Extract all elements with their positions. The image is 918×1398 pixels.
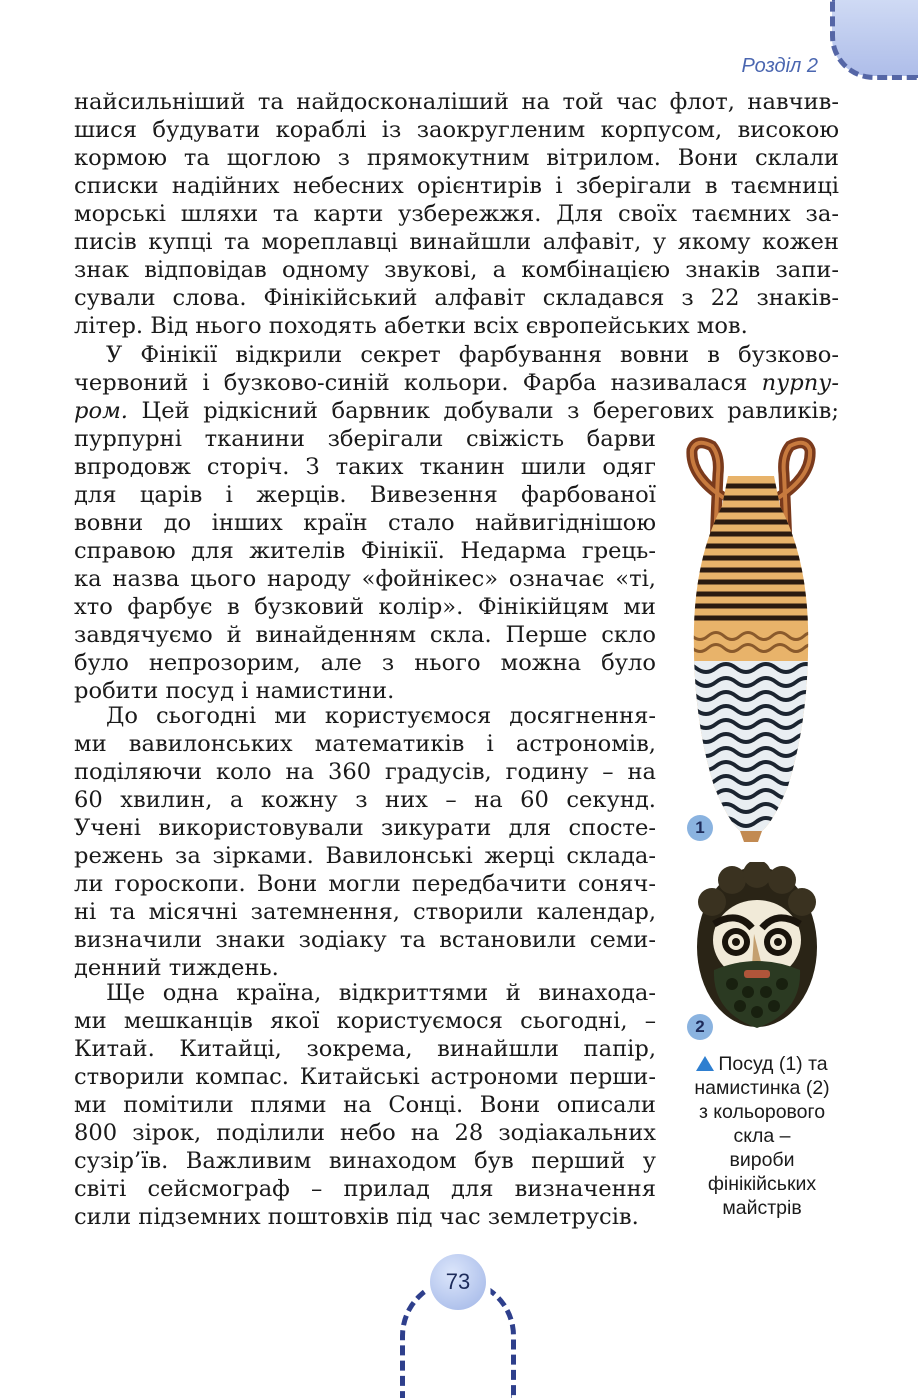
caption-line: скла – — [733, 1125, 791, 1147]
text-line: справою для жителів Фінікії. Недарма грець- — [74, 538, 656, 564]
glass-amphora-image — [676, 436, 826, 844]
section-label: Розділ 2 — [741, 55, 818, 77]
glass-bead-head-image — [692, 862, 822, 1032]
text-line: світі сейсмограф – прилад для визначення — [74, 1176, 656, 1202]
corner-dashed-border — [830, 0, 918, 80]
text-line: морські шляхи та карти узбережжя. Для своїх таємних за- — [74, 201, 839, 227]
text-line: писів купці та мореплавці винайшли алфавіт, у якому кожен — [74, 229, 839, 255]
text-fragment: Цей рідкісний барвник добували з берегових равликів; — [127, 398, 839, 424]
triangle-marker-icon — [696, 1056, 714, 1071]
figure-badge-1: 1 — [687, 815, 713, 841]
text-line: пурпурні тканини зберігали свіжість барви — [74, 426, 656, 452]
text-line: сували слова. Фінікійський алфавіт складався з 22 знаків- — [74, 285, 839, 311]
paragraph-4 — [74, 979, 656, 1231]
paragraph-2 — [74, 341, 839, 425]
text-line: створили компас. Китайські астрономи перши- — [74, 1064, 656, 1090]
emphasis-term: пурпу- — [761, 370, 839, 396]
paragraph-1 — [74, 88, 839, 340]
text-line: було непрозорим, але з нього можна було — [74, 650, 656, 676]
figure-badge-2: 2 — [687, 1014, 713, 1040]
text-line: поділяючи коло на 360 градусів, годину – на — [74, 759, 656, 785]
caption-line: вироби — [729, 1149, 795, 1171]
text-fragment: червоний і бузково-синій кольори. Фарба називалася — [74, 370, 762, 396]
text-line: До сьогодні ми користуємося досягнення- — [106, 703, 656, 729]
paragraph-2-continued — [74, 425, 656, 705]
caption-line: намистинка (2) — [694, 1077, 830, 1099]
caption-line — [672, 1052, 852, 1076]
text-line: ка назва цього народу «фойнікес» означає «ті, — [74, 566, 656, 592]
text-line: впродовж сторіч. З таких тканин шили одяг — [74, 454, 656, 480]
caption-line: фінікійських — [707, 1173, 817, 1195]
caption-text: Посуд (1) та — [718, 1053, 828, 1075]
text-line: літер. Від нього походять абетки всіх європейських мов. — [74, 313, 748, 339]
text-line: 60 хвилин, а кожну з них – на 60 секунд. — [74, 787, 656, 813]
text-line: Учені використовували зикурати для спосте- — [74, 815, 656, 841]
emphasis-term: ром. — [74, 398, 128, 424]
text-line: режень за зірками. Вавилонські жерці склада- — [74, 843, 656, 869]
caption-line: з кольорового — [698, 1101, 826, 1123]
text-line: сили підземних поштовхів під час землетрусів. — [74, 1204, 639, 1230]
page-number: 73 — [430, 1254, 486, 1310]
text-line: 800 зірок, поділили небо на 28 зодіакальних — [74, 1120, 656, 1146]
text-line: шися будувати кораблі із заокругленим корпусом, високою — [74, 117, 839, 143]
text-line: ні та місячні затемнення, створили календар, — [74, 899, 656, 925]
text-line: ми мешканців якої користуємося сьогодні, – — [74, 1008, 656, 1034]
text-line: Китай. Китайці, зокрема, винайшли папір, — [74, 1036, 656, 1062]
text-line: завдячуємо й винайденням скла. Перше скло — [74, 622, 656, 648]
text-line — [74, 369, 839, 397]
caption-line: майстрів — [722, 1197, 802, 1219]
text-line: сузір’їв. Важливим винаходом був перший у — [74, 1148, 656, 1174]
text-line: ми помітили плями на Сонці. Вони описали — [74, 1092, 656, 1118]
text-line: кормою та щоглою з прямокутним вітрилом. Вони склали — [74, 145, 839, 171]
text-line: найсильніший та найдосконаліший на той час флот, навчив- — [74, 89, 839, 115]
text-line: денний тиждень. — [74, 955, 279, 981]
text-line: ли гороскопи. Вони могли передбачити соняч- — [74, 871, 656, 897]
paragraph-3 — [74, 702, 656, 982]
text-line: знак відповідав одному звукові, а комбінацією знаків запи- — [74, 257, 839, 283]
figure-caption — [672, 1052, 852, 1220]
text-line: ми вавилонських математиків і астрономів, — [74, 731, 656, 757]
text-line: вовни до інших країн стало найвигіднішою — [74, 510, 656, 536]
text-line: визначили знаки зодіаку та встановили семи- — [74, 927, 656, 953]
text-line: для царів і жерців. Вивезення фарбованої — [74, 482, 656, 508]
text-line — [74, 397, 839, 425]
text-line: хто фарбує в бузковий колір». Фінікійцям ми — [74, 594, 656, 620]
text-line: робити посуд і намистини. — [74, 678, 395, 704]
text-line: У Фінікії відкрили секрет фарбування вовни в бузково- — [106, 342, 839, 368]
text-line: списки надійних небесних орієнтирів і зберігали в таємниці — [74, 173, 839, 199]
text-line: Ще одна країна, відкриттями й винахода- — [106, 980, 656, 1006]
